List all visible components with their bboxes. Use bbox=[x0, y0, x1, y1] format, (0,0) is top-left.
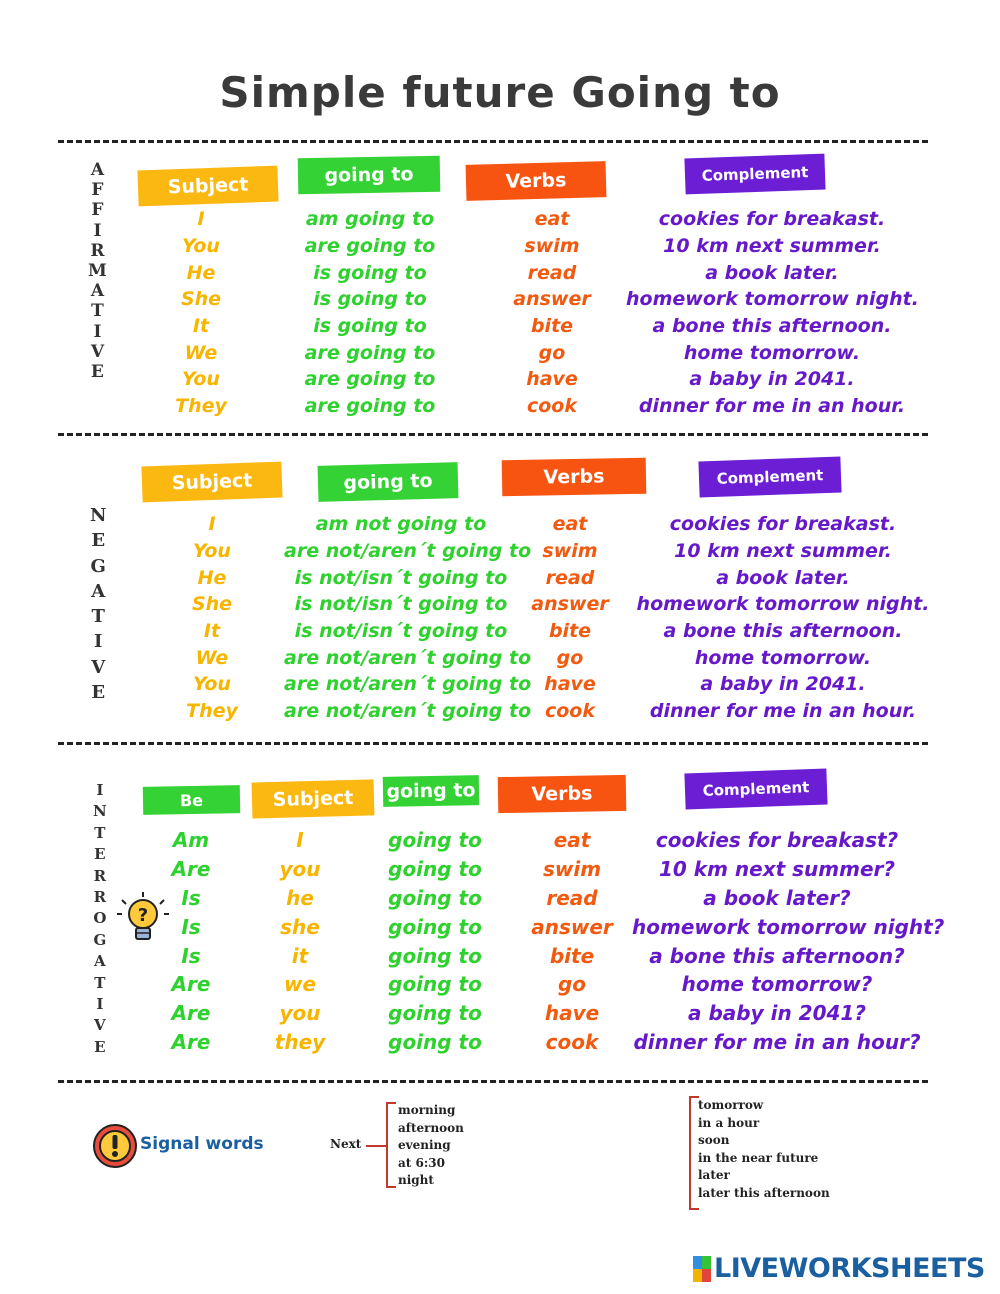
verb-cell: go bbox=[557, 972, 587, 997]
signal-word: afternoon bbox=[398, 1120, 464, 1135]
exclamation-icon bbox=[92, 1123, 138, 1169]
side-label-letter: O bbox=[93, 909, 107, 928]
table-row bbox=[140, 591, 944, 618]
table-row bbox=[140, 644, 944, 671]
signal-word: morning bbox=[398, 1103, 456, 1117]
header-verbs: Verbs bbox=[502, 458, 647, 497]
signal-word: tomorrow bbox=[698, 1098, 764, 1112]
table-row bbox=[140, 671, 944, 698]
complement-cell: cookies for breakast? bbox=[655, 828, 899, 853]
going-to-cell: going to bbox=[388, 885, 482, 910]
side-label-letter: I bbox=[93, 321, 102, 342]
complement-cell: a book later? bbox=[703, 885, 851, 910]
be-cell: Are bbox=[171, 1001, 211, 1026]
complement-cell: a book later. bbox=[705, 261, 839, 284]
be-cell: Are bbox=[171, 1029, 211, 1054]
verb-cell: swim bbox=[524, 235, 580, 258]
be-cell: Are bbox=[171, 857, 211, 882]
header-going-to: going to bbox=[383, 775, 480, 807]
subject-cell: You bbox=[193, 673, 231, 696]
next-label: Next bbox=[330, 1137, 362, 1151]
verb-cell: read bbox=[527, 261, 577, 284]
side-label-letter: G bbox=[90, 555, 106, 577]
be-cell: Is bbox=[181, 943, 201, 968]
complement-cell: dinner for me in an hour. bbox=[638, 395, 906, 418]
table-row bbox=[140, 538, 944, 565]
subject-cell: He bbox=[186, 261, 216, 284]
side-label-letter: T bbox=[91, 606, 105, 628]
interrogative-table bbox=[137, 826, 945, 1056]
verb-cell: read bbox=[546, 885, 598, 910]
table-row bbox=[140, 286, 918, 313]
going-to-cell: going to bbox=[388, 943, 482, 968]
going-to-cell: going to bbox=[388, 1029, 482, 1054]
header-going-to: going to bbox=[318, 462, 459, 502]
side-label-letter: I bbox=[94, 631, 103, 653]
verb-cell: have bbox=[526, 368, 578, 391]
table-row bbox=[140, 912, 945, 941]
table-row bbox=[140, 564, 944, 591]
complement-cell: cookies for breakast. bbox=[669, 513, 897, 536]
table-row bbox=[140, 511, 944, 538]
side-label-letter: M bbox=[88, 261, 107, 282]
signal-word: soon bbox=[698, 1133, 730, 1147]
header-complement: Complement bbox=[698, 457, 841, 498]
verb-cell: go bbox=[538, 341, 566, 364]
table-row bbox=[140, 970, 922, 999]
side-label-letter: T bbox=[94, 973, 106, 992]
going-to-cell: are going to bbox=[304, 341, 436, 364]
verb-cell: bite bbox=[549, 943, 595, 968]
table-row bbox=[140, 206, 918, 233]
header-be: Be bbox=[143, 785, 240, 815]
negative-side-label bbox=[90, 503, 106, 705]
subject-cell: you bbox=[279, 857, 321, 882]
complement-cell: homework tomorrow night? bbox=[632, 914, 945, 939]
table-row bbox=[140, 233, 918, 260]
complement-cell: a book later. bbox=[716, 566, 850, 589]
side-label-letter: N bbox=[93, 802, 107, 821]
signal-word: later bbox=[698, 1168, 730, 1182]
subject-cell: I bbox=[197, 208, 205, 231]
going-to-cell: are not/aren´t going to bbox=[284, 673, 532, 696]
table-row bbox=[140, 313, 918, 340]
side-label-letter: E bbox=[94, 845, 106, 864]
table-row bbox=[140, 884, 922, 913]
complement-cell: a baby in 2041. bbox=[700, 673, 866, 696]
header-subject: Subject bbox=[137, 166, 278, 207]
side-label-letter: G bbox=[93, 930, 107, 949]
side-label-letter: A bbox=[90, 160, 105, 180]
going-to-cell: are not/aren´t going to bbox=[284, 646, 532, 669]
liveworksheets-badge-icon bbox=[693, 1256, 711, 1282]
going-to-cell: are going to bbox=[304, 368, 436, 391]
table-row bbox=[140, 259, 918, 286]
side-label-letter: E bbox=[90, 362, 104, 383]
signal-word: night bbox=[398, 1173, 434, 1187]
complement-cell: a baby in 2041? bbox=[688, 1001, 866, 1026]
divider bbox=[58, 140, 928, 143]
complement-cell: a bone this afternoon. bbox=[652, 315, 892, 338]
side-label-letter: E bbox=[91, 682, 106, 704]
subject-cell: I bbox=[296, 828, 304, 853]
subject-cell: You bbox=[193, 540, 231, 563]
other-signal-list bbox=[698, 1097, 830, 1202]
divider bbox=[58, 1080, 928, 1083]
subject-cell: he bbox=[286, 885, 314, 910]
subject-cell: You bbox=[182, 368, 220, 391]
svg-text:?: ? bbox=[137, 905, 149, 926]
subject-cell: you bbox=[279, 1001, 321, 1026]
side-label-letter: F bbox=[91, 200, 104, 221]
table-row bbox=[140, 941, 922, 970]
complement-cell: home tomorrow? bbox=[681, 972, 873, 997]
going-to-cell: is going to bbox=[313, 315, 427, 338]
side-label-letter: I bbox=[96, 995, 104, 1014]
be-cell: Is bbox=[181, 885, 201, 910]
going-to-cell: am going to bbox=[305, 208, 435, 231]
other-bracket bbox=[689, 1096, 691, 1210]
bracket-connector bbox=[366, 1145, 386, 1147]
side-label-letter: R bbox=[90, 240, 105, 261]
header-going-to: going to bbox=[298, 156, 441, 194]
complement-cell: dinner for me in an hour? bbox=[633, 1029, 921, 1054]
side-label-letter: R bbox=[93, 888, 107, 907]
verb-cell: cook bbox=[544, 700, 595, 723]
verb-cell: swim bbox=[542, 540, 598, 563]
subject-cell: we bbox=[283, 972, 317, 997]
going-to-cell: are not/aren´t going to bbox=[284, 700, 532, 723]
header-verbs: Verbs bbox=[498, 775, 627, 813]
going-to-cell: going to bbox=[388, 914, 482, 939]
table-row bbox=[140, 618, 944, 645]
subject-cell: I bbox=[208, 513, 216, 536]
be-cell: Am bbox=[172, 828, 210, 853]
verb-cell: read bbox=[545, 566, 595, 589]
side-label-letter: I bbox=[93, 220, 102, 241]
verb-cell: cook bbox=[545, 1029, 599, 1054]
header-complement: Complement bbox=[684, 769, 827, 810]
header-complement: Complement bbox=[684, 154, 825, 195]
divider bbox=[58, 433, 928, 436]
signal-words-label: Signal words bbox=[140, 1134, 264, 1154]
going-to-cell: are going to bbox=[304, 395, 436, 418]
table-row bbox=[140, 1028, 922, 1057]
going-to-cell: is not/isn´t going to bbox=[294, 620, 508, 643]
side-label-letter: V bbox=[90, 341, 105, 362]
side-label-letter: I bbox=[96, 781, 104, 799]
subject-cell: They bbox=[175, 395, 227, 418]
liveworksheets-logo: LIVEWORKSHEETS bbox=[714, 1253, 985, 1284]
subject-cell: It bbox=[203, 620, 221, 643]
verb-cell: go bbox=[556, 646, 584, 669]
negative-table bbox=[140, 511, 944, 725]
going-to-cell: is not/isn´t going to bbox=[294, 566, 508, 589]
interrogative-side-label bbox=[93, 780, 107, 1058]
header-subject: Subject bbox=[252, 779, 375, 818]
table-row bbox=[140, 393, 918, 420]
side-label-letter: E bbox=[94, 1037, 106, 1056]
subject-cell: She bbox=[180, 288, 222, 311]
complement-cell: 10 km next summer? bbox=[659, 857, 895, 882]
table-row bbox=[140, 339, 918, 366]
going-to-cell: are not/aren´t going to bbox=[284, 540, 532, 563]
affirmative-side-label bbox=[88, 160, 107, 382]
verb-cell: answer bbox=[531, 593, 609, 616]
verb-cell: answer bbox=[513, 288, 591, 311]
complement-cell: a bone this afternoon? bbox=[649, 943, 905, 968]
verb-cell: have bbox=[544, 673, 596, 696]
going-to-cell: going to bbox=[388, 972, 482, 997]
side-label-letter: N bbox=[90, 505, 107, 526]
side-label-letter: V bbox=[94, 1016, 106, 1035]
side-label-letter: F bbox=[91, 180, 104, 201]
complement-cell: homework tomorrow night. bbox=[636, 593, 930, 616]
header-subject: Subject bbox=[141, 462, 282, 503]
verb-cell: eat bbox=[552, 513, 588, 536]
subject-cell: He bbox=[197, 566, 227, 589]
verb-cell: bite bbox=[548, 620, 592, 643]
subject-cell: She bbox=[191, 593, 233, 616]
table-row bbox=[140, 366, 918, 393]
side-label-letter: T bbox=[94, 823, 106, 842]
complement-cell: dinner for me in an hour. bbox=[649, 700, 917, 723]
side-label-letter: V bbox=[91, 656, 106, 678]
affirmative-table bbox=[140, 206, 918, 420]
side-label-letter: E bbox=[91, 530, 106, 552]
side-label-letter: A bbox=[94, 952, 106, 971]
verb-cell: bite bbox=[530, 315, 574, 338]
signal-word: evening bbox=[398, 1138, 451, 1152]
going-to-cell: am not going to bbox=[315, 513, 487, 536]
complement-cell: a baby in 2041. bbox=[689, 368, 855, 391]
subject-cell: she bbox=[280, 914, 320, 939]
signal-word: in the near future bbox=[698, 1150, 819, 1165]
next-signal-list bbox=[398, 1102, 464, 1190]
complement-cell: 10 km next summer. bbox=[674, 540, 892, 563]
table-row bbox=[140, 698, 944, 725]
signal-word: at 6:30 bbox=[398, 1155, 445, 1170]
page-title: Simple future Going to bbox=[219, 68, 781, 117]
table-row bbox=[140, 855, 922, 884]
verb-cell: eat bbox=[553, 828, 591, 853]
side-label-letter: A bbox=[90, 281, 105, 302]
complement-cell: home tomorrow. bbox=[694, 646, 872, 669]
side-label-letter: A bbox=[91, 580, 106, 602]
signal-word: later this afternoon bbox=[698, 1185, 830, 1200]
complement-cell: homework tomorrow night. bbox=[626, 288, 919, 311]
verb-cell: swim bbox=[542, 857, 602, 882]
header-verbs: Verbs bbox=[466, 161, 607, 201]
complement-cell: 10 km next summer. bbox=[663, 235, 881, 258]
subject-cell: You bbox=[182, 235, 220, 258]
going-to-cell: going to bbox=[388, 857, 482, 882]
subject-cell: We bbox=[184, 341, 218, 364]
verb-cell: eat bbox=[534, 208, 570, 231]
divider bbox=[58, 742, 928, 745]
subject-cell: It bbox=[192, 315, 210, 338]
table-row bbox=[140, 999, 922, 1028]
going-to-cell: is going to bbox=[313, 288, 427, 311]
going-to-cell: going to bbox=[388, 828, 482, 853]
be-cell: Are bbox=[171, 972, 211, 997]
table-row bbox=[140, 826, 922, 855]
verb-cell: cook bbox=[526, 395, 577, 418]
going-to-cell: going to bbox=[388, 1001, 482, 1026]
verb-cell: answer bbox=[531, 914, 613, 939]
side-label-letter: R bbox=[93, 866, 107, 885]
complement-cell: a bone this afternoon. bbox=[663, 620, 903, 643]
complement-cell: home tomorrow. bbox=[683, 341, 861, 364]
complement-cell: cookies for breakast. bbox=[658, 208, 886, 231]
verb-cell: have bbox=[544, 1001, 600, 1026]
side-label-letter: T bbox=[91, 301, 104, 322]
going-to-cell: is going to bbox=[313, 261, 427, 284]
be-cell: Is bbox=[181, 914, 201, 939]
going-to-cell: are going to bbox=[304, 235, 436, 258]
next-bracket bbox=[386, 1102, 388, 1188]
going-to-cell: is not/isn´t going to bbox=[294, 593, 508, 616]
signal-word: in a hour bbox=[698, 1115, 760, 1130]
subject-cell: We bbox=[195, 646, 229, 669]
subject-cell: They bbox=[186, 700, 238, 723]
subject-cell: it bbox=[291, 943, 309, 968]
subject-cell: they bbox=[274, 1029, 326, 1054]
